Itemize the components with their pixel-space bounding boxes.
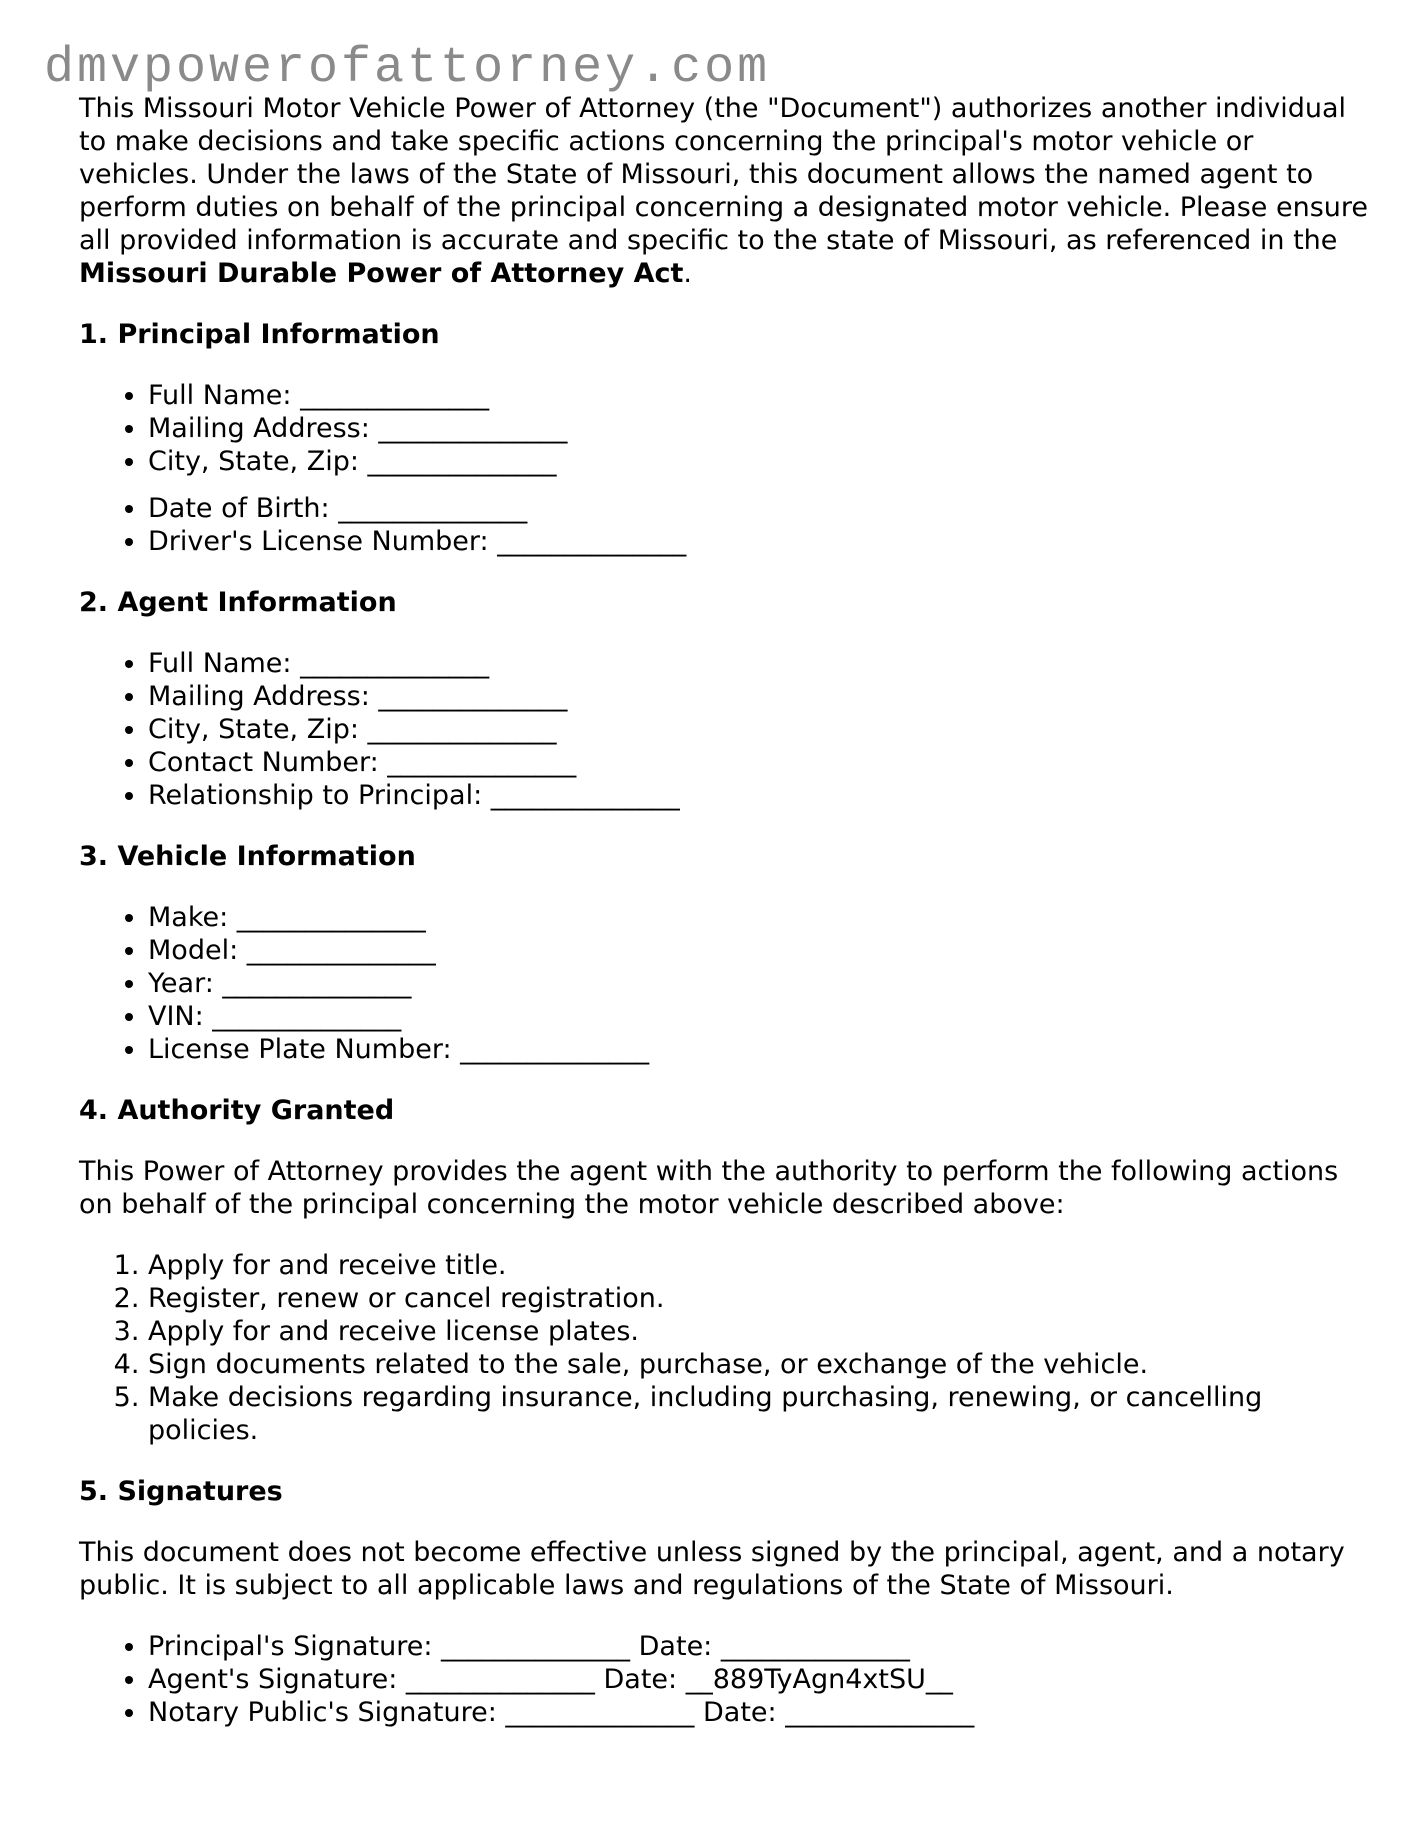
section-heading-signatures: 5. Signatures [79,1476,283,1507]
section-heading-agent: 2. Agent Information [79,587,397,618]
site-watermark: dmvpowerofattorney.com [44,40,771,97]
list-item: • Agent's Signature: ______________ Date: __889TyAgn4xtSU__ [148,1663,1369,1696]
list-item: 4. Sign documents related to the sale, purchase, or exchange of the vehicle. [148,1348,1369,1381]
list-item: • Date of Birth: ______________ [148,492,1369,525]
authority-list [79,1249,1369,1447]
principal-list-2 [79,492,1369,558]
list-item: 1. Apply for and receive title. [148,1249,1369,1282]
list-item: • Full Name: ______________ [148,379,1369,412]
list-item: • Make: ______________ [148,901,1369,934]
vehicle-list [79,901,1369,1066]
intro-text-end: . [683,258,692,289]
list-item: • Principal's Signature: ______________ Date: ______________ [148,1630,1369,1663]
authority-paragraph: This Power of Attorney provides the agent with the authority to perform the following actions on behalf of the principal concerning the motor vehicle described above: [79,1156,1339,1220]
list-item: 3. Apply for and receive license plates. [148,1315,1369,1348]
document-body [79,92,1369,1757]
signatures-paragraph: This document does not become effective unless signed by the principal, agent, and a notary public. It is subject to all applicable laws and regulations of the State of Missouri. [79,1537,1345,1601]
list-item: • Mailing Address: ______________ [148,412,1369,445]
list-item: • Driver's License Number: ______________ [148,525,1369,558]
section-heading-authority: 4. Authority Granted [79,1095,395,1126]
list-item: 2. Register, renew or cancel registration. [148,1282,1369,1315]
signatures-list [79,1630,1369,1729]
agent-list [79,647,1369,812]
list-item: • Relationship to Principal: ______________ [148,779,1369,812]
list-item: • Full Name: ______________ [148,647,1369,680]
list-item: • Mailing Address: ______________ [148,680,1369,713]
list-item: 5. Make decisions regarding insurance, including purchasing, renewing, or cancelling policies. [148,1381,1369,1447]
list-item: • Notary Public's Signature: ______________ Date: ______________ [148,1696,1369,1729]
section-heading-principal: 1. Principal Information [79,319,440,350]
principal-list-1 [79,379,1369,478]
list-item: • License Plate Number: ______________ [148,1033,1369,1066]
list-item: • Contact Number: ______________ [148,746,1369,779]
list-item: • City, State, Zip: ______________ [148,713,1369,746]
intro-paragraph [79,92,1369,290]
list-item: • City, State, Zip: ______________ [148,445,1369,478]
intro-text: This Missouri Motor Vehicle Power of Attorney (the "Document") authorizes another individual to make decisions and take specific actions concerning the principal's motor vehicle or vehicles. Under the laws of the State of Missouri, this document allows the named agent to perform duties on behalf of the principal concerning a designated motor vehicle. Please ensure all provided information is accurate and specific to the state of Missouri, as referenced in the [79,93,1368,256]
list-item: • Model: ______________ [148,934,1369,967]
section-heading-vehicle: 3. Vehicle Information [79,841,416,872]
list-item: • VIN: ______________ [148,1000,1369,1033]
intro-act-name: Missouri Durable Power of Attorney Act [79,258,684,289]
list-item: • Year: ______________ [148,967,1369,1000]
